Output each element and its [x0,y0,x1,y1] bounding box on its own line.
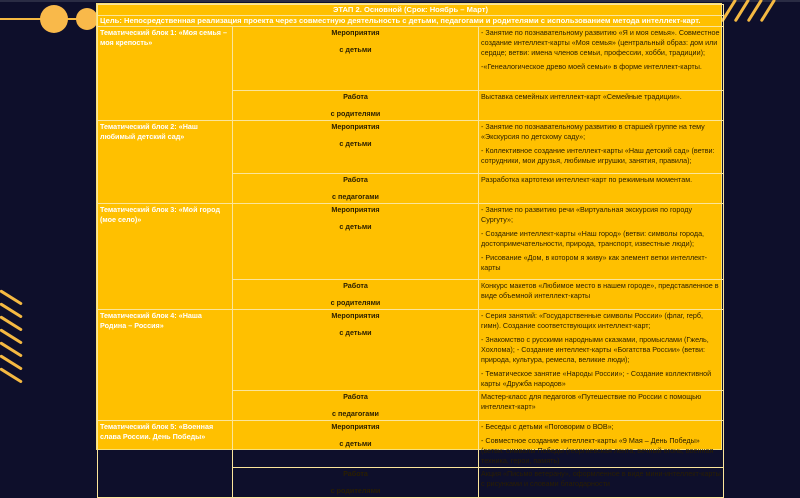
activity-type-cell [233,421,479,468]
table-row [98,121,724,174]
activity-audience: с родителями [330,109,381,118]
activity-item: - Тематическое занятие «Народы России»; - Создание коллективной карты «Дружба народов» [481,369,712,388]
activity-content [479,174,724,204]
activity-audience: с детьми [339,222,372,231]
activity-type: Работа [343,92,368,101]
activity-content [479,421,724,468]
activity-audience: с родителями [330,298,381,307]
activity-type-cell [233,91,479,121]
activity-audience: с детьми [339,328,372,337]
block-title: Тематический блок 3: «Мой город (мое село)» [98,204,233,310]
table-row [98,27,724,91]
activity-audience: с детьми [339,439,372,448]
plan-table [97,4,724,498]
activity-type-cell [233,174,479,204]
activity-type-cell [233,280,479,310]
activity-type-cell [233,204,479,280]
goal-row [98,16,724,27]
activity-content [479,121,724,174]
activity-content [479,468,724,498]
block-title: Тематический блок 4: «Наша Родина – Россия» [98,310,233,421]
activity-type: Работа [343,175,368,184]
table-row [98,310,724,391]
activity-type: Работа [343,392,368,401]
activity-audience: с детьми [339,45,372,54]
activity-type-cell [233,121,479,174]
activity-item: Разработка картотеки интеллект-карт по режимным моментам. [481,175,693,184]
activity-item: Выставка семейных интеллект-карт «Семейные традиции». [481,92,682,101]
activity-content [479,91,724,121]
block-title: Тематический блок 5: «Военная слава России. День Победы» [98,421,233,498]
plan-table-container [96,3,722,495]
activity-item: Акция «Письмо ветерану», оформленное в виде мини-интеллект-карты с рисунками и словами благодарности [481,469,721,488]
activity-type-cell [233,27,479,91]
activity-item: - Занятие по познавательному развитию «Я и моя семья». Совместное создание интеллект-карты «Моя семья» (центральный образ: дом или сердце; ветви: имена членов семьи, профессии, хобби, традиции); [481,28,720,57]
decorative-circle-large [40,5,68,33]
top-border [0,0,800,2]
stage-title: ЭТАП 2. Основной (Срок: Ноябрь – Март) [98,5,724,16]
activity-item: - Коллективное создание интеллект-карты «Наш детский сад» (ветви: сотрудники, мои друзья, любимые игрушки, занятия, правила); [481,146,715,165]
activity-item: - Занятие по познавательному развитию в старшей группе на тему «Экскурсия по детскому саду»; [481,122,705,141]
activity-content [479,27,724,91]
activity-item: - Совместное создание интеллект-карты «9 Мая – День Победы» (ветви: символы Победы (георгиевская лента, вечный огонь, военная техника, герои, память) [481,436,714,465]
activity-type: Работа [343,469,368,478]
block-title: Тематический блок 2: «Наш любимый детский сад» [98,121,233,204]
activity-type: Мероприятия [331,28,380,37]
goal-text: Цель: Непосредственная реализация проекта через совместную деятельность с детьми, педагогами и родителями с использованием метода интеллект-карт. [98,16,724,27]
activity-content [479,204,724,280]
activity-content [479,310,724,391]
activity-audience: с педагогами [332,409,379,418]
activity-type-cell [233,310,479,391]
table-row [98,204,724,280]
activity-item: Мастер-класс для педагогов «Путешествие по России с помощью интеллект-карт» [481,392,702,411]
activity-audience: с педагогами [332,192,379,201]
activity-type: Мероприятия [331,205,380,214]
activity-type-cell [233,391,479,421]
activity-content [479,391,724,421]
block-title: Тематический блок 1: «Моя семья – моя крепость» [98,27,233,121]
activity-audience: с родителями [330,486,381,495]
activity-item: - Знакомство с русскими народными сказками, промыслами (Гжель, Хохлома); - Создание интеллект-карты «Богатства России» (ветви: природа, культура, ремесла, великие люди); [481,335,709,364]
activity-item: -«Генеалогическое древо моей семьи» в форме интеллект-карты. [481,62,702,71]
decorative-circle-small [76,8,98,30]
table-row [98,421,724,468]
activity-type: Мероприятия [331,122,380,131]
stage-row [98,5,724,16]
activity-audience: с детьми [339,139,372,148]
activity-item: - Создание интеллект-карты «Наш город» (ветви: символы города, достопримечательности, природа, транспорт, известные люди); [481,229,705,248]
activity-type: Мероприятия [331,422,380,431]
activity-type-cell [233,468,479,498]
activity-content [479,280,724,310]
activity-item: - Занятие по развитию речи «Виртуальная экскурсия по городу Сургуту»; [481,205,693,224]
activity-item: Конкурс макетов «Любимое место в нашем городе», представленное в виде объемной интеллект-карты [481,281,719,300]
activity-type: Мероприятия [331,311,380,320]
activity-item: - Серия занятий: «Государственные символы России» (флаг, герб, гимн). Создание соответствующих интеллект-карт; [481,311,704,330]
activity-item: - Рисование «Дом, в котором я живу» как элемент ветки интеллект-карты [481,253,708,272]
activity-type: Работа [343,281,368,290]
activity-item: - Беседы с детьми «Поговорим о ВОВ»; [481,422,614,431]
